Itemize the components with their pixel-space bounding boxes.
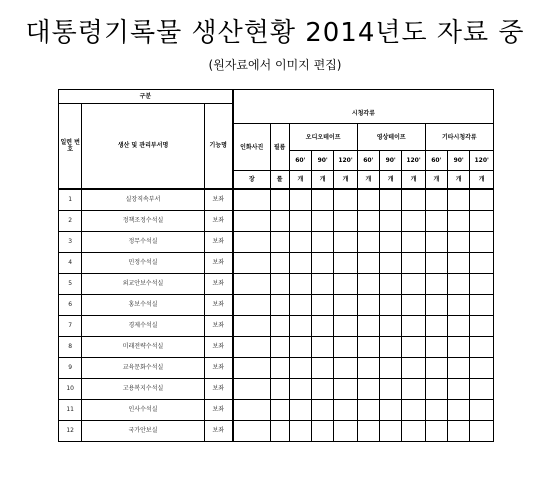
row-value-cell: [334, 294, 357, 315]
header-audio-120: 120': [334, 151, 357, 171]
row-dept: 외교안보수석실: [82, 273, 204, 294]
row-value-cell: [357, 252, 379, 273]
row-value-cell: [425, 357, 447, 378]
header-video-120: 120': [402, 151, 425, 171]
row-value-cell: [357, 315, 379, 336]
row-value-cell: [334, 378, 357, 399]
row-value-cell: [312, 378, 334, 399]
row-value-cell: [270, 273, 289, 294]
row-value-cell: [425, 336, 447, 357]
row-value-cell: [470, 357, 494, 378]
row-value-cell: [289, 294, 311, 315]
row-value-cell: [270, 189, 289, 211]
row-value-cell: [334, 273, 357, 294]
row-value-cell: [357, 399, 379, 420]
page-title: 대통령기록물 생산현황 2014년도 자료 중: [25, 18, 525, 48]
row-value-cell: [233, 315, 270, 336]
row-value-cell: [233, 357, 270, 378]
row-value-cell: [289, 378, 311, 399]
row-value-cell: [233, 231, 270, 252]
row-value-cell: [448, 336, 470, 357]
header-photo: 인화사진: [233, 124, 270, 171]
page-subtitle: (원자료에서 이미지 편집): [208, 58, 342, 72]
row-value-cell: [312, 273, 334, 294]
row-func: 보좌: [204, 336, 233, 357]
row-value-cell: [289, 189, 311, 211]
row-serial: 1: [59, 189, 82, 211]
row-value-cell: [425, 210, 447, 231]
header-video-90: 90': [380, 151, 402, 171]
row-value-cell: [312, 420, 334, 441]
row-serial: 5: [59, 273, 82, 294]
table-body: [59, 189, 494, 442]
row-value-cell: [402, 378, 425, 399]
row-value-cell: [470, 231, 494, 252]
header-video-tape: 영상테이프: [357, 124, 425, 151]
table-row: [59, 378, 494, 399]
row-value-cell: [312, 210, 334, 231]
row-value-cell: [425, 231, 447, 252]
row-value-cell: [334, 336, 357, 357]
row-value-cell: [289, 252, 311, 273]
row-value-cell: [233, 294, 270, 315]
row-value-cell: [289, 420, 311, 441]
row-value-cell: [448, 378, 470, 399]
row-func: 보좌: [204, 420, 233, 441]
unit-audio-90: 개: [312, 171, 334, 189]
row-value-cell: [312, 294, 334, 315]
row-serial: 10: [59, 378, 82, 399]
row-value-cell: [402, 315, 425, 336]
row-value-cell: [380, 189, 402, 211]
table-row: [59, 210, 494, 231]
row-value-cell: [380, 231, 402, 252]
row-value-cell: [270, 378, 289, 399]
row-value-cell: [357, 294, 379, 315]
table-row: [59, 189, 494, 211]
table-row: [59, 420, 494, 441]
row-func: 보좌: [204, 252, 233, 273]
row-value-cell: [470, 315, 494, 336]
row-dept: 경제수석실: [82, 315, 204, 336]
row-value-cell: [402, 273, 425, 294]
row-value-cell: [380, 399, 402, 420]
row-value-cell: [270, 357, 289, 378]
row-value-cell: [357, 336, 379, 357]
row-value-cell: [289, 210, 311, 231]
row-value-cell: [402, 336, 425, 357]
row-value-cell: [233, 378, 270, 399]
row-value-cell: [334, 399, 357, 420]
row-value-cell: [380, 420, 402, 441]
row-value-cell: [233, 336, 270, 357]
row-value-cell: [425, 315, 447, 336]
row-value-cell: [380, 336, 402, 357]
unit-audio-120: 개: [334, 171, 357, 189]
row-serial: 2: [59, 210, 82, 231]
row-func: 보좌: [204, 399, 233, 420]
header-func: 기능명: [204, 104, 233, 189]
row-value-cell: [380, 357, 402, 378]
row-value-cell: [448, 189, 470, 211]
table-row: [59, 273, 494, 294]
header-other-90: 90': [448, 151, 470, 171]
row-value-cell: [380, 315, 402, 336]
row-value-cell: [270, 210, 289, 231]
row-value-cell: [448, 210, 470, 231]
header-blank-top: [233, 90, 494, 104]
row-value-cell: [334, 210, 357, 231]
row-value-cell: [334, 315, 357, 336]
header-serial: 일련 번호: [59, 104, 82, 189]
row-value-cell: [334, 252, 357, 273]
row-value-cell: [402, 357, 425, 378]
row-func: 보좌: [204, 231, 233, 252]
production-status-table: [58, 89, 494, 442]
row-value-cell: [312, 399, 334, 420]
unit-video-90: 개: [380, 171, 402, 189]
row-value-cell: [402, 210, 425, 231]
row-value-cell: [270, 336, 289, 357]
unit-other-120: 개: [470, 171, 494, 189]
row-value-cell: [289, 399, 311, 420]
row-dept: 홍보수석실: [82, 294, 204, 315]
row-value-cell: [448, 252, 470, 273]
unit-audio-60: 개: [289, 171, 311, 189]
row-value-cell: [448, 273, 470, 294]
row-value-cell: [425, 399, 447, 420]
header-gubun: 구분: [59, 90, 233, 104]
row-dept: 정책조정수석실: [82, 210, 204, 231]
row-value-cell: [357, 210, 379, 231]
row-value-cell: [270, 315, 289, 336]
row-value-cell: [270, 420, 289, 441]
row-value-cell: [425, 252, 447, 273]
header-other-120: 120': [470, 151, 494, 171]
row-value-cell: [470, 420, 494, 441]
row-func: 보좌: [204, 273, 233, 294]
row-value-cell: [357, 420, 379, 441]
row-value-cell: [448, 399, 470, 420]
row-value-cell: [470, 189, 494, 211]
row-func: 보좌: [204, 210, 233, 231]
row-serial: 8: [59, 336, 82, 357]
header-av-records: 시청각류: [233, 104, 494, 124]
unit-photo: 장: [233, 171, 270, 189]
row-value-cell: [380, 252, 402, 273]
row-value-cell: [233, 420, 270, 441]
row-value-cell: [312, 315, 334, 336]
row-value-cell: [334, 189, 357, 211]
row-value-cell: [425, 378, 447, 399]
row-dept: 실장직속부서: [82, 189, 204, 211]
row-value-cell: [425, 420, 447, 441]
row-value-cell: [312, 189, 334, 211]
unit-other-60: 개: [425, 171, 447, 189]
row-value-cell: [334, 420, 357, 441]
row-value-cell: [270, 231, 289, 252]
row-func: 보좌: [204, 189, 233, 211]
row-value-cell: [470, 399, 494, 420]
header-audio-tape: 오디오테이프: [289, 124, 357, 151]
row-value-cell: [270, 252, 289, 273]
row-func: 보좌: [204, 378, 233, 399]
unit-video-120: 개: [402, 171, 425, 189]
row-value-cell: [425, 189, 447, 211]
row-value-cell: [470, 378, 494, 399]
table-row: [59, 336, 494, 357]
row-value-cell: [448, 357, 470, 378]
row-func: 보좌: [204, 357, 233, 378]
row-value-cell: [402, 420, 425, 441]
row-value-cell: [233, 273, 270, 294]
row-value-cell: [233, 210, 270, 231]
header-other-60: 60': [425, 151, 447, 171]
row-value-cell: [448, 231, 470, 252]
row-value-cell: [334, 357, 357, 378]
row-value-cell: [402, 252, 425, 273]
row-dept: 교육문화수석실: [82, 357, 204, 378]
row-value-cell: [470, 336, 494, 357]
header-other-av: 기타시청각류: [425, 124, 493, 151]
row-value-cell: [380, 294, 402, 315]
row-value-cell: [380, 378, 402, 399]
row-value-cell: [448, 294, 470, 315]
row-value-cell: [402, 399, 425, 420]
row-value-cell: [470, 210, 494, 231]
row-serial: 12: [59, 420, 82, 441]
header-video-60: 60': [357, 151, 379, 171]
production-status-table-container: [58, 89, 494, 442]
row-value-cell: [402, 189, 425, 211]
row-value-cell: [233, 189, 270, 211]
row-serial: 9: [59, 357, 82, 378]
row-value-cell: [380, 210, 402, 231]
row-value-cell: [357, 357, 379, 378]
row-dept: 국가안보실: [82, 420, 204, 441]
table-row: [59, 252, 494, 273]
row-value-cell: [380, 273, 402, 294]
table-row: [59, 231, 494, 252]
row-value-cell: [270, 399, 289, 420]
row-value-cell: [448, 420, 470, 441]
row-value-cell: [425, 294, 447, 315]
row-value-cell: [357, 189, 379, 211]
row-value-cell: [312, 231, 334, 252]
unit-video-60: 개: [357, 171, 379, 189]
row-func: 보좌: [204, 315, 233, 336]
row-value-cell: [470, 252, 494, 273]
row-value-cell: [312, 357, 334, 378]
row-dept: 정무수석실: [82, 231, 204, 252]
table-row: [59, 294, 494, 315]
row-serial: 6: [59, 294, 82, 315]
header-audio-90: 90': [312, 151, 334, 171]
row-value-cell: [425, 273, 447, 294]
table-row: [59, 357, 494, 378]
row-value-cell: [289, 231, 311, 252]
row-value-cell: [402, 231, 425, 252]
row-value-cell: [357, 231, 379, 252]
row-value-cell: [357, 273, 379, 294]
header-dept: 생산 및 관리부서명: [82, 104, 204, 189]
row-serial: 4: [59, 252, 82, 273]
unit-film: 롤: [270, 171, 289, 189]
row-value-cell: [289, 357, 311, 378]
row-value-cell: [289, 336, 311, 357]
table-row: [59, 315, 494, 336]
row-serial: 11: [59, 399, 82, 420]
row-value-cell: [402, 294, 425, 315]
row-value-cell: [312, 252, 334, 273]
row-value-cell: [270, 294, 289, 315]
row-dept: 고용복지수석실: [82, 378, 204, 399]
row-value-cell: [233, 399, 270, 420]
row-serial: 7: [59, 315, 82, 336]
row-serial: 3: [59, 231, 82, 252]
row-value-cell: [289, 273, 311, 294]
row-dept: 인사수석실: [82, 399, 204, 420]
row-dept: 미래전략수석실: [82, 336, 204, 357]
header-audio-60: 60': [289, 151, 311, 171]
row-dept: 민정수석실: [82, 252, 204, 273]
row-value-cell: [357, 378, 379, 399]
table-row: [59, 399, 494, 420]
row-value-cell: [334, 231, 357, 252]
row-value-cell: [448, 315, 470, 336]
row-value-cell: [470, 273, 494, 294]
row-value-cell: [233, 252, 270, 273]
row-func: 보좌: [204, 294, 233, 315]
row-value-cell: [312, 336, 334, 357]
header-film: 필름: [270, 124, 289, 171]
row-value-cell: [470, 294, 494, 315]
unit-other-90: 개: [448, 171, 470, 189]
row-value-cell: [289, 315, 311, 336]
